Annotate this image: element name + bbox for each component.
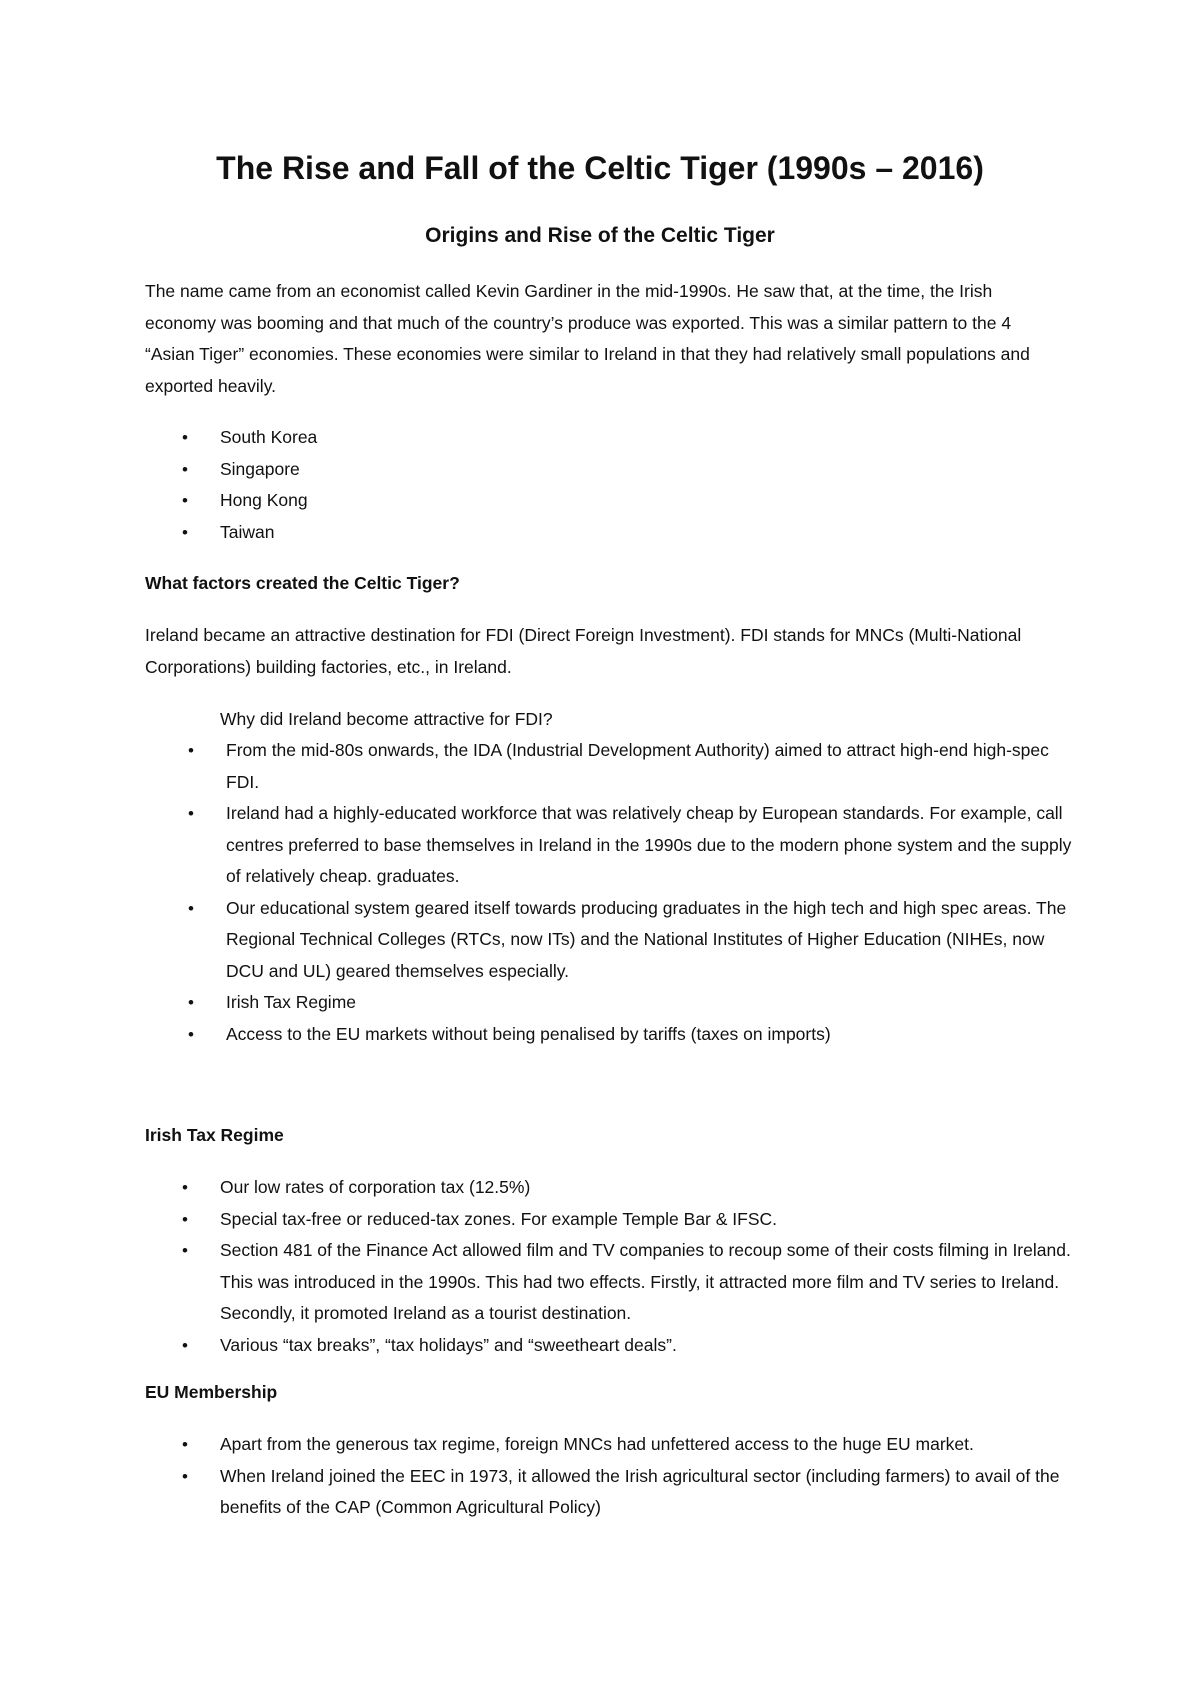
- list-item: • When Ireland joined the EEC in 1973, it allowed the Irish agricultural sector (including farmers) to avail of the benefits of the CAP (Common Agricultural Policy): [220, 1461, 1080, 1524]
- list-item: • Access to the EU markets without being penalised by tariffs (taxes on imports): [226, 1019, 1076, 1051]
- list-item: • Irish Tax Regime: [226, 987, 1076, 1019]
- bullet-icon: •: [182, 1209, 188, 1229]
- fdi-paragraph: Ireland became an attractive destination for FDI (Direct Foreign Investment). FDI stands for MNCs (Multi-National Corporations) building factories, etc., in Ireland.: [145, 625, 1022, 677]
- bullet-icon: •: [182, 491, 188, 510]
- bullet-icon: •: [182, 428, 188, 447]
- bullet-icon: •: [182, 1466, 188, 1486]
- list-item: • Various “tax breaks”, “tax holidays” and “sweetheart deals”.: [220, 1330, 1080, 1362]
- list-item: • Singapore: [220, 454, 820, 486]
- heading-tax-regime: Irish Tax Regime: [145, 1125, 284, 1145]
- bullet-icon: •: [182, 1178, 188, 1197]
- list-item: • Our low rates of corporation tax (12.5%): [220, 1172, 1080, 1204]
- list-item: • Section 481 of the Finance Act allowed film and TV companies to recoup some of their costs filming in Ireland. This was introduced in the 1990s. This had two effects. Firstly, it attracted more film and TV series to Ireland. Secondly, it promoted Ireland as a tourist destination.: [220, 1235, 1080, 1330]
- list-item: • Hong Kong: [220, 485, 820, 517]
- list-item: • Taiwan: [220, 517, 820, 549]
- bullet-icon: •: [188, 804, 194, 823]
- list-item: • From the mid-80s onwards, the IDA (Industrial Development Authority) aimed to attract high-end high-spec FDI.: [226, 735, 1076, 798]
- bullet-icon: •: [182, 522, 188, 542]
- eu-membership-list: [182, 1429, 1080, 1524]
- section-title-origins: Origins and Rise of the Celtic Tiger: [425, 224, 775, 247]
- list-item: • Special tax-free or reduced-tax zones. For example Temple Bar & IFSC.: [220, 1204, 1080, 1236]
- list-item: • Apart from the generous tax regime, foreign MNCs had unfettered access to the huge EU market.: [220, 1429, 1080, 1461]
- bullet-icon: •: [182, 1241, 188, 1260]
- heading-factors: What factors created the Celtic Tiger?: [145, 573, 460, 593]
- list-item: • Ireland had a highly-educated workforce that was relatively cheap by European standards. For example, call centres preferred to base themselves in Ireland in the 1990s due to the modern phone system and the supply of relatively cheap. graduates.: [226, 798, 1076, 893]
- document-title: The Rise and Fall of the Celtic Tiger (1990s – 2016): [216, 150, 984, 186]
- bullet-icon: •: [188, 741, 194, 760]
- bullet-icon: •: [188, 993, 194, 1012]
- bullet-icon: •: [188, 898, 194, 918]
- fdi-question: Why did Ireland become attractive for FDI?: [220, 709, 553, 729]
- bullet-icon: •: [188, 1024, 194, 1044]
- list-item: • South Korea: [220, 422, 820, 454]
- heading-eu-membership: EU Membership: [145, 1382, 278, 1402]
- fdi-reasons-list: [188, 735, 1076, 1050]
- intro-paragraph: The name came from an economist called Kevin Gardiner in the mid-1990s. He saw that, at the time, the Irish economy was booming and that much of the country’s produce was exported. This was a similar pattern to the 4 “Asian Tiger” economies. These economies were similar to Ireland in that they had relatively small populations and exported heavily.: [145, 281, 1030, 396]
- asian-tigers-list: [182, 422, 820, 548]
- bullet-icon: •: [182, 1435, 188, 1454]
- list-item: • Our educational system geared itself towards producing graduates in the high tech and high spec areas. The Regional Technical Colleges (RTCs, now ITs) and the National Institutes of Higher Education (NIHEs, now DCU and UL) geared themselves especially.: [226, 893, 1076, 988]
- bullet-icon: •: [182, 459, 188, 479]
- bullet-icon: •: [182, 1335, 188, 1355]
- tax-regime-list: [182, 1172, 1080, 1361]
